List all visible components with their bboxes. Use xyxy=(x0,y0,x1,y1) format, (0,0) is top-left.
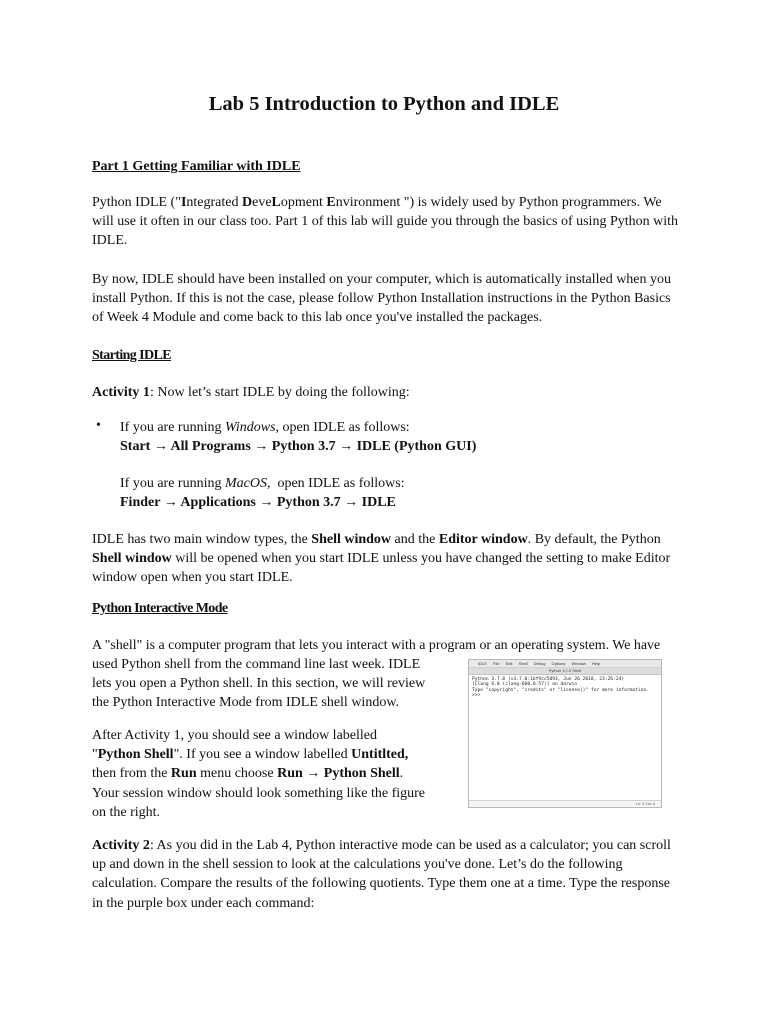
shell-prompt: >>> xyxy=(472,693,484,699)
activity1-paragraph: Activity 1: Now let’s start IDLE by doing the following: xyxy=(92,385,410,400)
shell-line: Type "copyright", "credits" or "license()" for more information. xyxy=(472,687,650,693)
shell-line: [Clang 6.0 (clang-600.0.57)] on darwin xyxy=(472,682,578,688)
part1-intro-paragraph: Python IDLE ("Integrated DeveLopment Environment ") is widely used by Python programmers. We will use it often in our class too. Part 1 of this lab will guide you through the basics of using Python with IDLE. xyxy=(92,195,679,249)
menu-window: Window xyxy=(571,661,586,666)
page-title: Lab 5 Introduction to Python and IDLE xyxy=(208,93,560,115)
shell-menubar xyxy=(469,660,661,668)
installation-paragraph: By now, IDLE should have been installed on your computer, which is automatically installed when you install Python. If this is not the case, please follow Python Installation instructions in the Python Basics of Week 4 Module and come back to this lab once you've installed the packages. xyxy=(92,272,672,326)
menu-shell: Shell xyxy=(518,661,528,666)
windows-path: Start → All Programs → Python 3.7 → IDLE (Python GUI) xyxy=(120,439,477,454)
starting-idle-heading: Starting IDLE xyxy=(92,348,171,363)
menu-edit: Edit xyxy=(505,661,513,666)
shell-status-bar: Ln: 4 Col: 4 xyxy=(469,800,661,807)
part1-heading: Part 1 Getting Familiar with IDLE xyxy=(92,159,301,174)
window-types-paragraph: IDLE has two main window types, the Shell window and the Editor window. By default, the Python Shell window will be opened when you start IDLE unless you have changed the setting to make Editor window open when you start IDLE. xyxy=(92,532,671,586)
activity2-paragraph: Activity 2: As you did in the Lab 4, Python interactive mode can be used as a calculator; you can scroll up and down in the shell session to look at the calculations you've done. Let’s do the following calculation. Compare the results of the following quotients. Type them one at a time. Type the response in the purple box under each command: xyxy=(92,838,671,911)
menu-options: Options xyxy=(551,661,566,666)
menu-idle: IDLE xyxy=(478,661,487,666)
windows-instruction: If you are running Windows, open IDLE as follows: xyxy=(120,420,410,435)
menu-debug: Debug xyxy=(533,661,546,666)
shell-window-title: Python 3.7.0 Shell xyxy=(469,668,661,675)
shell-line: Python 3.7.0 (v3.7.0:1bf9cc5093, Jun 26 2018, 23:26:24) xyxy=(472,677,625,682)
python-shell-screenshot xyxy=(468,659,662,808)
menu-help: Help xyxy=(591,661,601,666)
interactive-mode-heading: Python Interactive Mode xyxy=(92,601,228,616)
mac-path: Finder → Applications → Python 3.7 → IDLE xyxy=(120,495,396,510)
shell-definition-line: A "shell" is a computer program that lets you interact with a program or an operating system. We have xyxy=(92,638,661,653)
bullet-icon: • xyxy=(96,418,101,433)
shell-definition-rest: used Python shell from the command line last week. IDLE lets you open a Python shell. In this section, we will review the Python Interactive Mode from IDLE shell window. xyxy=(92,657,426,711)
shell-output xyxy=(469,675,661,701)
python-shell-paragraph: After Activity 1, you should see a window labelled "Python Shell". If you see a window labelled Untitlted, then from the Run menu choose Run → Python Shell. Your session window should look something like the figure on the right. xyxy=(92,728,426,820)
mac-instruction: If you are running MacOS, open IDLE as follows: xyxy=(120,476,405,491)
menu-file: File xyxy=(493,661,500,666)
